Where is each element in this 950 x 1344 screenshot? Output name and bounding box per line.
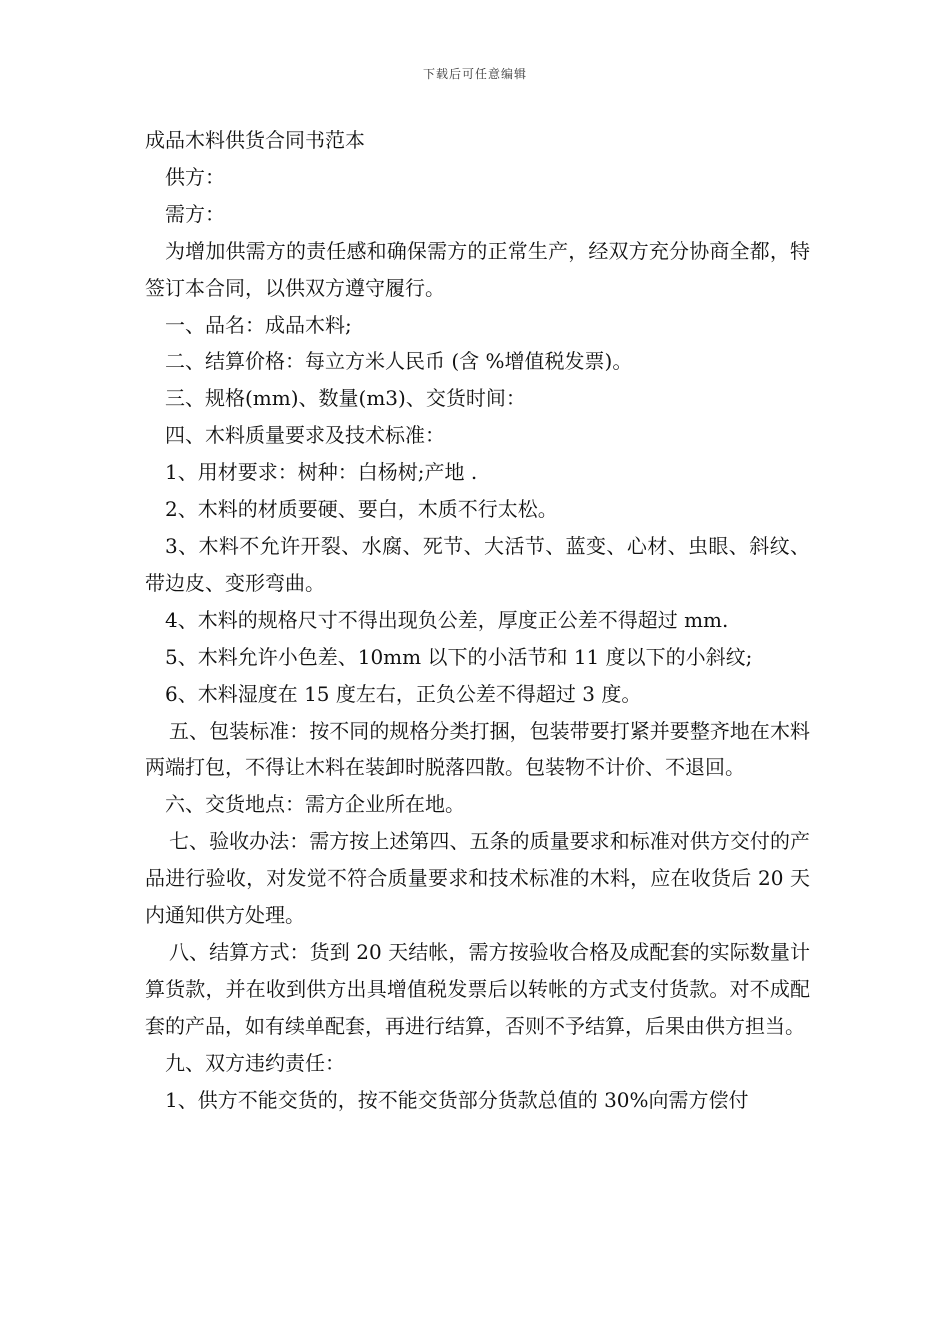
paragraph-item-5: 五、包装标准：按不同的规格分类打捆，包装带要打紧并要整齐地在木料两端打包，不得让木料在装卸时脱落四散。包装物不计价、不退回。	[145, 718, 810, 780]
paragraph-quality-1: 1、用材要求：树种：白杨树;产地 .	[165, 460, 478, 485]
paragraph-buyer: 需方：	[165, 201, 225, 226]
paragraph-breach-1: 1、供方不能交货的，按不能交货部分货款总值的 30%向需方偿付	[165, 1087, 749, 1112]
paragraph-supplier: 供方：	[165, 164, 225, 189]
paragraph-quality-3: 3、木料不允许开裂、水腐、死节、大活节、蓝变、心材、虫眼、斜纹、带边皮、变形弯曲。	[145, 533, 810, 595]
paragraph-quality-2: 2、木料的材质要硬、要白，木质不行太松。	[165, 497, 558, 522]
paragraph-item-7: 七、验收办法：需方按上述第四、五条的质量要求和标准对供方交付的产品进行验收，对发觉不符合质量要求和技术标准的木料，应在收货后 20 天内通知供方处理。	[145, 829, 810, 928]
header-note: 下载后可任意编辑	[422, 67, 527, 81]
document-title: 成品木料供货合同书范本	[145, 128, 365, 152]
paragraph-item-2: 二、结算价格：每立方米人民币 (含 %增值税发票)。	[165, 349, 633, 374]
paragraph-quality-4: 4、木料的规格尺寸不得出现负公差，厚度正公差不得超过 mm.	[165, 607, 729, 632]
paragraph-quality-6: 6、木料湿度在 15 度左右，正负公差不得超过 3 度。	[165, 681, 642, 706]
paragraph-item-4: 四、木料质量要求及技术标准：	[165, 423, 445, 448]
paragraph-item-3: 三、规格(mm)、数量(m3)、交货时间：	[165, 386, 526, 411]
paragraph-preamble: 为增加供需方的责任感和确保需方的正常生产，经双方充分协商全都，特签订本合同，以供双方遵守履行。	[145, 238, 810, 300]
paragraph-quality-5: 5、木料允许小色差、10mm 以下的小活节和 11 度以下的小斜纹;	[165, 644, 753, 669]
paragraph-item-8: 八、结算方式：货到 20 天结帐，需方按验收合格及成配套的实际数量计算货款，并在收到供方出具增值税发票后以转帐的方式支付货款。对不成配套的产品，如有续单配套，再进行结算，否则不予结算，后果由供方担当。	[145, 939, 810, 1038]
document-body	[145, 122, 810, 1118]
paragraph-item-9: 九、双方违约责任：	[165, 1050, 345, 1075]
paragraph-item-1: 一、品名：成品木料;	[165, 312, 352, 337]
paragraph-item-6: 六、交货地点：需方企业所在地。	[165, 792, 465, 817]
